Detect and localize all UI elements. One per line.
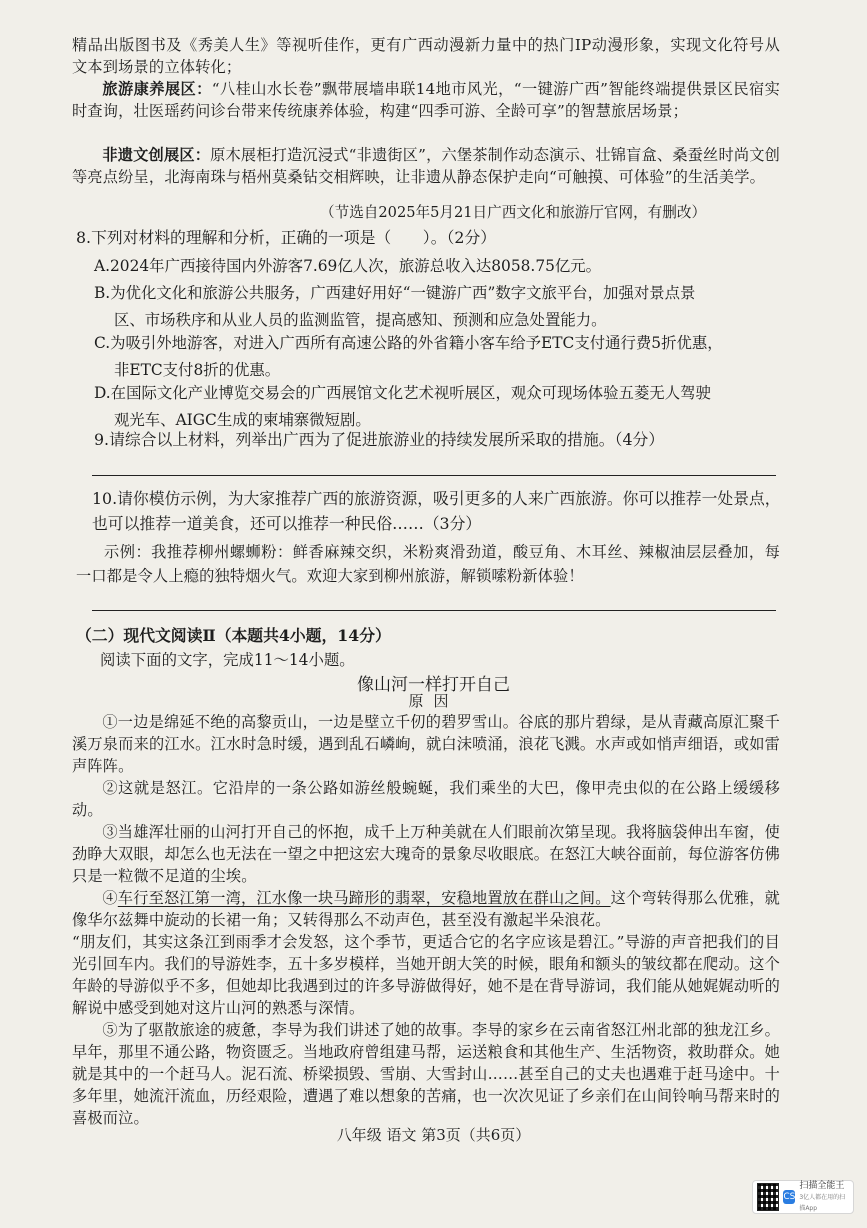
article-author: 原因 [408,692,459,710]
article-paragraph-4: ④车行至怒江第一湾，江水像一块马蹄形的翡翠，安稳地置放在群山之间。这个弯转得那么优雅，就像华尔兹舞中旋动的长裙一角；又转得那么不动声色，甚至没有激起半朵浪花。 [72,889,780,929]
underlined-sentence: 车行至怒江第一湾，江水像一块马蹄形的翡翠，安稳地置放在群山之间。 [117,889,611,907]
scanner-watermark-text: 扫描全能王 3亿人都在用的扫描App [799,1180,846,1212]
answer-line-9 [92,475,776,476]
scanner-logo-icon: CS [783,1192,796,1202]
article-paragraph-3: ③当雄浑壮丽的山河打开自己的怀抱，成千上万种美就在人们眼前次第呈现。我将脑袋伸出车窗，使劲睁大双眼，却怎么也无法在一望之中把这宏大瑰奇的景象尽收眼底。在怒江大峡谷面前，每位游客仿佛只是一粒微不足道的尘埃。 [72,823,780,885]
article-paragraph-1: ①一边是绵延不绝的高黎贡山，一边是壁立千仞的碧罗雪山。谷底的那片碧绿，是从青藏高原汇聚千溪万泉而来的江水。江水时急时缓，遇到乱石嶙峋，就白沫喷涌，浪花飞溅。水声或如悄声细语，或如雷声阵阵。 [72,713,780,775]
question-10-example: 示例：我推荐柳州螺蛳粉：鲜香麻辣交织，米粉爽滑劲道，酸豆角、木耳丝、辣椒油层层叠加，每一口都是令人上瘾的独特烟火气。欢迎大家到柳州旅游，解锁嗦粉新体验！ [76,543,780,585]
article-paragraph-2: ②这就是怒江。它沿岸的一条公路如游丝般蜿蜒，我们乘坐的大巴，像甲壳虫似的在公路上缓缓移动。 [72,779,780,819]
question-8-stem: 8.下列对材料的理解和分析，正确的一项是（ ）。（2分） [76,228,497,247]
article-title: 像山河一样打开自己 [357,675,510,695]
reading-instruction: 阅读下面的文字，完成11～14小题。 [100,651,355,669]
section-heading: （二）现代文阅读Ⅱ（本题共4小题，14分） [76,626,391,645]
source-citation: （节选自2025年5月21日广西文化和旅游厅官网，有删改） [320,204,707,221]
intro-paragraph-0: 精品出版图书及《秀美人生》等视听佳作，更有广西动漫新力量中的热门IP动漫形象，实现文化符号从文本到场景的立体转化； [72,36,780,76]
question-8-option-b: B.为优化文化和旅游公共服务，广西建好用好“一键游广西”数字文旅平台，加强对景点景 区、市场秩序和从业人员的监测监管，提高感知、预测和应急处置能力。 [94,284,696,329]
question-9-stem: 9.请综合以上材料，列举出广西为了促进旅游业的持续发展所采取的措施。（4分） [94,430,665,449]
answer-line-10 [92,610,776,611]
scanner-watermark [752,1180,854,1214]
question-8-option-c: C.为吸引外地游客，对进入广西所有高速公路的外省籍小客车给予ETC支付通行费5折优惠， 非ETC支付8折的优惠。 [94,334,723,379]
article-paragraph-4-dialogue: “朋友们，其实这条江到雨季才会发怒，这个季节，更适合它的名字应该是碧江。”导游的声音把我们的目光引回车内。我们的导游姓李，五十多岁模样，当她开朗大笑的时候，眼角和额头的皱纹都在爬动。这个年龄的导游似乎不多，但她却比我遇到过的许多导游做得好，她不是在背导游词，我们能从她娓娓动听的解说中感受到她对这片山河的熟悉与深情。 [72,933,780,1017]
article-paragraph-5: ⑤为了驱散旅途的疲惫，李导为我们讲述了她的故事。李导的家乡在云南省怒江州北部的独龙江乡。早年，那里不通公路，物资匮乏。当地政府曾组建马帮，运送粮食和其他生产、生活物资，救助群众。她就是其中的一个赶马人。泥石流、桥梁损毁、雪崩、大雪封山……甚至自己的丈夫也遇难于赶马途中。十多年里，她流汗流血，历经艰险，遭遇了难以想象的苦痛，也一次次见证了乡亲们在山间铃响马帮来时的喜极而泣。 [72,1021,780,1127]
qr-code-icon [757,1183,779,1211]
intro-paragraph-heritage: 非遗文创展区：原木展柜打造沉浸式“非遗街区”，六堡茶制作动态演示、壮锦盲盒、桑蚕丝时尚文创等亮点纷呈，北海南珠与梧州莫桑钻交相辉映，让非遗从静态保护走向“可触摸、可体验”的生活美学。 [72,146,780,186]
question-10-stem: 10.请你模仿示例，为大家推荐广西的旅游资源，吸引更多的人来广西旅游。你可以推荐一处景点，也可以推荐一道美食，还可以推荐一种民俗……（3分） [92,489,781,533]
question-8-option-d: D.在国际文化产业博览交易会的广西展馆文化艺术视听展区，观众可现场体验五菱无人驾驶 观光车、AIGC生成的柬埔寨微短剧。 [94,384,711,429]
page-footer: 八年级 语文 第3页（共6页） [336,1126,531,1144]
question-8-option-a: A.2024年广西接待国内外游客7.69亿人次，旅游总收入达8058.75亿元。 [94,257,602,275]
intro-paragraph-tourism: 旅游康养展区：“八桂山水长卷”飘带展墙串联14地市风光，“一键游广西”智能终端提供景区民宿实时查询，壮医瑶药问诊台带来传统康养体验，构建“四季可游、全龄可享”的智慧旅居场景； [72,80,780,120]
